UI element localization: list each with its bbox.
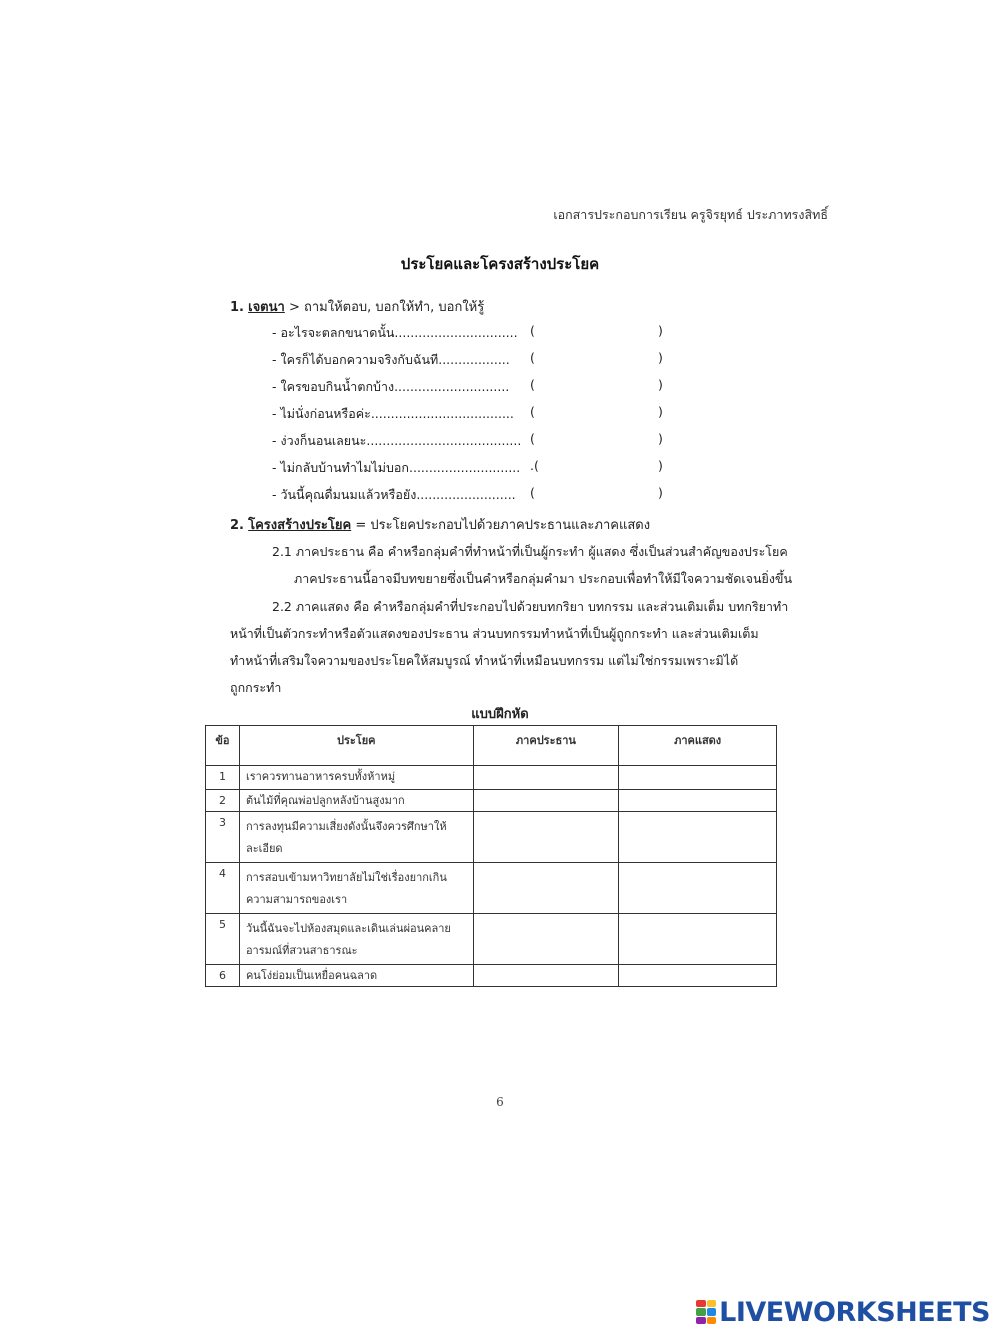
subject-answer-cell[interactable] [473, 965, 619, 987]
header-note: เอกสารประกอบการเรียน ครูจิรยุทธ์ ประภาทรงสิทธิ์ [553, 207, 828, 222]
answer-close-paren: ) [658, 377, 663, 392]
section-2-description: = ประโยคประกอบไปด้วยภาคประธานและภาคแสดง [351, 518, 651, 533]
row-number: 6 [206, 965, 240, 987]
predicate-answer-cell[interactable] [619, 965, 777, 987]
section-2-number: 2. [230, 518, 244, 533]
row-number: 2 [206, 790, 240, 812]
table-row [206, 965, 777, 987]
intent-item-text: - ง่วงก็นอนเลยนะ....................................... [272, 433, 522, 448]
row-number: 1 [206, 766, 240, 790]
page-number: 6 [496, 1095, 504, 1109]
row-sentence: การสอบเข้ามหาวิทยาลัยไม่ใช่เรื่องยากเกินความสามารถของเรา [239, 863, 473, 914]
section-2-label: โครงสร้างประโยค [248, 518, 352, 533]
exercise-title: แบบฝึกหัด [471, 707, 529, 722]
subject-definition-line-2: ภาคประธานนี้อาจมีบทขยายซึ่งเป็นคำหรือกลุ่มคำมา ประกอบเพื่อทำให้มีใจความชัดเจนยิ่งขึ้น [294, 571, 793, 586]
row-number: 5 [206, 914, 240, 965]
predicate-answer-cell[interactable] [619, 812, 777, 863]
subject-definition-line-1: 2.1 ภาคประธาน คือ คำหรือกลุ่มคำที่ทำหน้าที่เป็นผู้กระทำ ผู้แสดง ซึ่งเป็นส่วนสำคัญของประโยค [272, 544, 788, 559]
row-number: 4 [206, 863, 240, 914]
intent-item [272, 350, 692, 370]
predicate-answer-cell[interactable] [619, 863, 777, 914]
section-1-description: > ถามให้ตอบ, บอกให้ทำ, บอกให้รู้ [284, 300, 485, 315]
answer-open-paren: ( [530, 350, 535, 365]
exercise-table [205, 725, 777, 987]
section-1-number: 1. [230, 300, 244, 315]
row-sentence: วันนี้ฉันจะไปห้องสมุดและเดินเล่นผ่อนคลายอารมณ์ที่สวนสาธารณะ [239, 914, 473, 965]
answer-close-paren: ) [658, 404, 663, 419]
row-sentence: การลงทุนมีความเสี่ยงดังนั้นจึงควรศึกษาให้ละเอียด [239, 812, 473, 863]
intent-item [272, 323, 692, 343]
table-row [206, 863, 777, 914]
predicate-answer-cell[interactable] [619, 766, 777, 790]
answer-open-paren: ( [530, 404, 535, 419]
document-title: ประโยคและโครงสร้างประโยค [400, 255, 600, 273]
intent-item [272, 377, 692, 397]
intent-item-text: - อะไรจะตลกขนาดนั้น............................... [272, 325, 518, 340]
liveworksheets-grid-icon [696, 1300, 716, 1324]
answer-open-paren: ( [530, 377, 535, 392]
subject-answer-cell[interactable] [473, 914, 619, 965]
predicate-definition-line-3: ทำหน้าที่เสริมใจความของประโยคให้สมบูรณ์ ทำหน้าที่เหมือนบทกรรม แต่ไม่ใช่กรรมเพราะมิได้ [230, 653, 739, 668]
table-row [206, 790, 777, 812]
section-2-heading [230, 514, 650, 535]
row-sentence: เราควรทานอาหารครบทั้งห้าหมู่ [239, 766, 473, 790]
row-sentence: ต้นไม้ที่คุณพ่อปลูกหลังบ้านสูงมาก [239, 790, 473, 812]
liveworksheets-logo [696, 1298, 990, 1326]
answer-open-paren: ( [530, 323, 535, 338]
intent-item [272, 485, 692, 505]
predicate-answer-cell[interactable] [619, 914, 777, 965]
logo-square [707, 1317, 717, 1324]
predicate-definition-line-2: หน้าที่เป็นตัวกระทำหรือตัวแสดงของประธาน ส่วนบทกรรมทำหน้าที่เป็นผู้ถูกกระทำ และส่วนเติมเต็ม [230, 626, 759, 641]
table-row [206, 766, 777, 790]
predicate-definition-line-4: ถูกกระทำ [230, 680, 282, 695]
answer-close-paren: ) [658, 350, 663, 365]
brand-name: LIVEWORKSHEETS [719, 1296, 990, 1328]
subject-answer-cell[interactable] [473, 790, 619, 812]
answer-close-paren: ) [658, 458, 663, 473]
intent-item-text: - ใครขอบกินน้ำตกบ้าง............................. [272, 379, 510, 394]
predicate-definition-line-1: 2.2 ภาคแสดง คือ คำหรือกลุ่มคำที่ประกอบไปด้วยบทกริยา บทกรรม และส่วนเติมเต็ม บทกริยาทำ [272, 599, 789, 614]
table-row [206, 914, 777, 965]
answer-close-paren: ) [658, 323, 663, 338]
answer-close-paren: ) [658, 431, 663, 446]
logo-square [707, 1308, 717, 1315]
subject-answer-cell[interactable] [473, 766, 619, 790]
logo-square [707, 1300, 717, 1307]
column-header-predicate: ภาคแสดง [619, 726, 777, 766]
intent-item-text: - ไม่กลับบ้านทำไมไม่บอก............................ [272, 460, 521, 475]
answer-open-paren: ( [530, 431, 535, 446]
intent-item-text: - ไม่นั่งก่อนหรือค่ะ.................................... [272, 406, 514, 421]
logo-square [696, 1317, 706, 1324]
subject-answer-cell[interactable] [473, 812, 619, 863]
section-1-label: เจตนา [248, 300, 285, 315]
table-row [206, 812, 777, 863]
row-number: 3 [206, 812, 240, 863]
section-1-heading [230, 296, 484, 317]
column-header-sentence: ประโยค [239, 726, 473, 766]
answer-open-paren: .( [530, 458, 539, 473]
predicate-answer-cell[interactable] [619, 790, 777, 812]
column-header-number: ข้อ [206, 726, 240, 766]
intent-item [272, 458, 692, 478]
intent-item-text: - วันนี้คุณดื่มนมแล้วหรือยัง......................... [272, 487, 516, 502]
answer-close-paren: ) [658, 485, 663, 500]
row-sentence: คนโง่ย่อมเป็นเหยื่อคนฉลาด [239, 965, 473, 987]
subject-answer-cell[interactable] [473, 863, 619, 914]
table-header-row [206, 726, 777, 766]
answer-open-paren: ( [530, 485, 535, 500]
logo-square [696, 1300, 706, 1307]
intent-item [272, 431, 692, 451]
intent-item [272, 404, 692, 424]
intent-item-text: - ใครก็ได้บอกความจริงกับฉันที.................. [272, 352, 510, 367]
column-header-subject: ภาคประธาน [473, 726, 619, 766]
logo-square [696, 1308, 706, 1315]
